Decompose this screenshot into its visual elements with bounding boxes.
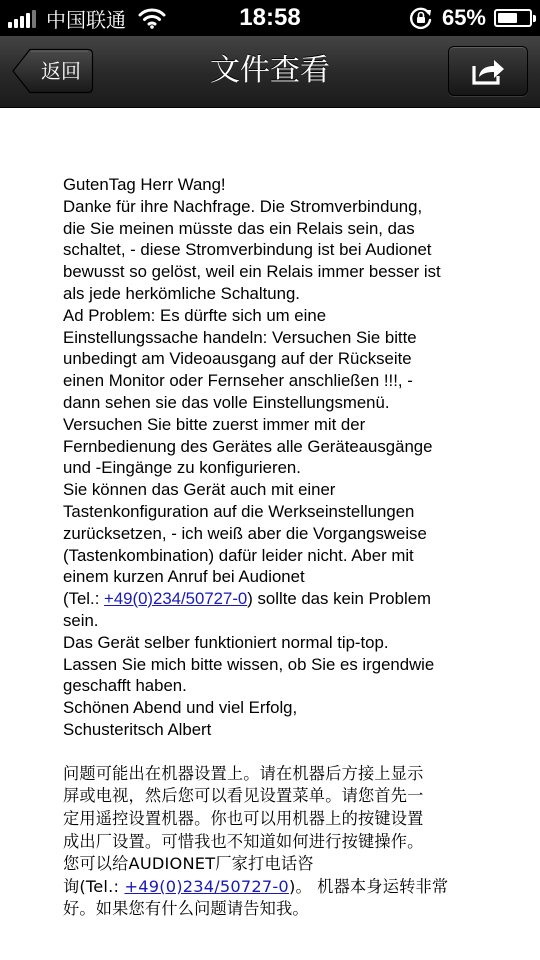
chinese-phone-prefix: 询(Tel.:: [63, 876, 125, 896]
text-line: dann sehen sie das volle Einstellungsmenü.: [63, 392, 390, 412]
chinese-text-line: 成出厂设置。可惜我也不知道如何进行按键操作。: [63, 831, 424, 851]
text-line: Danke für ihre Nachfrage. Die Stromverbindung,: [63, 196, 423, 216]
text-line: Ad Problem: Es dürfte sich um eine: [63, 305, 327, 325]
text-line: unbedingt am Videoausgang auf der Rückseite: [63, 349, 412, 369]
chinese-last-line: 好。如果您有什么问题请告知我。: [63, 899, 309, 919]
text-line: und -Eingänge zu konfigurieren.: [63, 458, 301, 478]
german-text-block: [63, 174, 483, 588]
chinese-phone-suffix: )。 机器本身运转非常: [288, 876, 449, 896]
phone-line: [63, 588, 483, 610]
page-title: 文件查看: [210, 53, 330, 88]
rotation-lock-icon: [408, 5, 434, 31]
document-content: [63, 174, 483, 921]
share-button[interactable]: [448, 46, 528, 96]
text-line: bewusst so gelöst, weil ein Relais immer besser ist: [63, 262, 441, 282]
text-line: als jede herkömliche Schaltung.: [63, 283, 300, 303]
text-line: Lassen Sie mich bitte wissen, ob Sie es irgendwie: [63, 654, 435, 674]
battery-level: [498, 13, 517, 23]
chinese-text-line: 问题可能出在机器设置上。请在机器后方接上显示: [63, 763, 424, 783]
share-icon: [470, 56, 506, 86]
text-line: geschafft haben.: [63, 676, 187, 696]
phone-link[interactable]: +49(0)234/50727-0: [104, 589, 248, 609]
navigation-bar: [0, 36, 540, 108]
text-line: sein.: [63, 610, 99, 630]
battery-percent: 65%: [441, 5, 486, 30]
text-line: einen Monitor oder Fernseher anschließen !!!, -: [63, 371, 413, 391]
text-line: Versuchen Sie bitte zuerst immer mit der: [63, 414, 366, 434]
text-line: (Tastenkombination) dafür leider nicht. Aber mit: [63, 545, 414, 565]
text-line: schaltet, - diese Stromverbindung ist bei Audionet: [63, 240, 432, 260]
back-button[interactable]: [12, 48, 94, 94]
chinese-phone-link[interactable]: +49(0)234/50727-0: [124, 876, 289, 896]
chinese-phone-line: [63, 876, 483, 899]
text-line: die Sie meinen müsste das ein Relais sein, das: [63, 218, 415, 238]
status-right: [408, 0, 532, 36]
chinese-text-line: 您可以给AUDIONET厂家打电话咨: [63, 854, 314, 874]
text-line: Einstellungssache handeln: Versuchen Sie bitte: [63, 327, 417, 347]
text-line: GutenTag Herr Wang!: [63, 175, 226, 194]
phone-prefix: (Tel.:: [63, 589, 105, 609]
german-text-block-end: [63, 610, 483, 741]
status-bar: [0, 0, 540, 36]
text-line: Sie können das Gerät auch mit einer: [63, 480, 336, 500]
text-line: Schusteritsch Albert: [63, 719, 212, 739]
text-line: Fernbedienung des Gerätes alle Geräteausgänge: [63, 436, 433, 456]
text-line: Das Gerät selber funktioniert normal tip-top.: [63, 632, 389, 652]
chinese-text-block: [63, 763, 483, 921]
phone-suffix: ) sollte das kein Problem: [247, 589, 432, 609]
status-time: 18:58: [239, 4, 301, 31]
text-line: zurücksetzen, - ich weiß aber die Vorgangsweise: [63, 523, 427, 543]
chinese-text-line: 屏或电视，然后您可以看见设置菜单。请您首先一: [63, 786, 424, 806]
chinese-text-line: 定用遥控设置机器。你也可以用机器上的按键设置: [63, 808, 424, 828]
carrier-name: 中国联通: [46, 7, 126, 32]
battery-icon: [494, 9, 532, 27]
text-line: Schönen Abend und viel Erfolg,: [63, 698, 298, 718]
text-line: Tastenkonfiguration auf die Werkseinstellungen: [63, 501, 415, 521]
back-button-label: 返回: [41, 59, 81, 83]
text-line: einem kurzen Anruf bei Audionet: [63, 567, 305, 587]
